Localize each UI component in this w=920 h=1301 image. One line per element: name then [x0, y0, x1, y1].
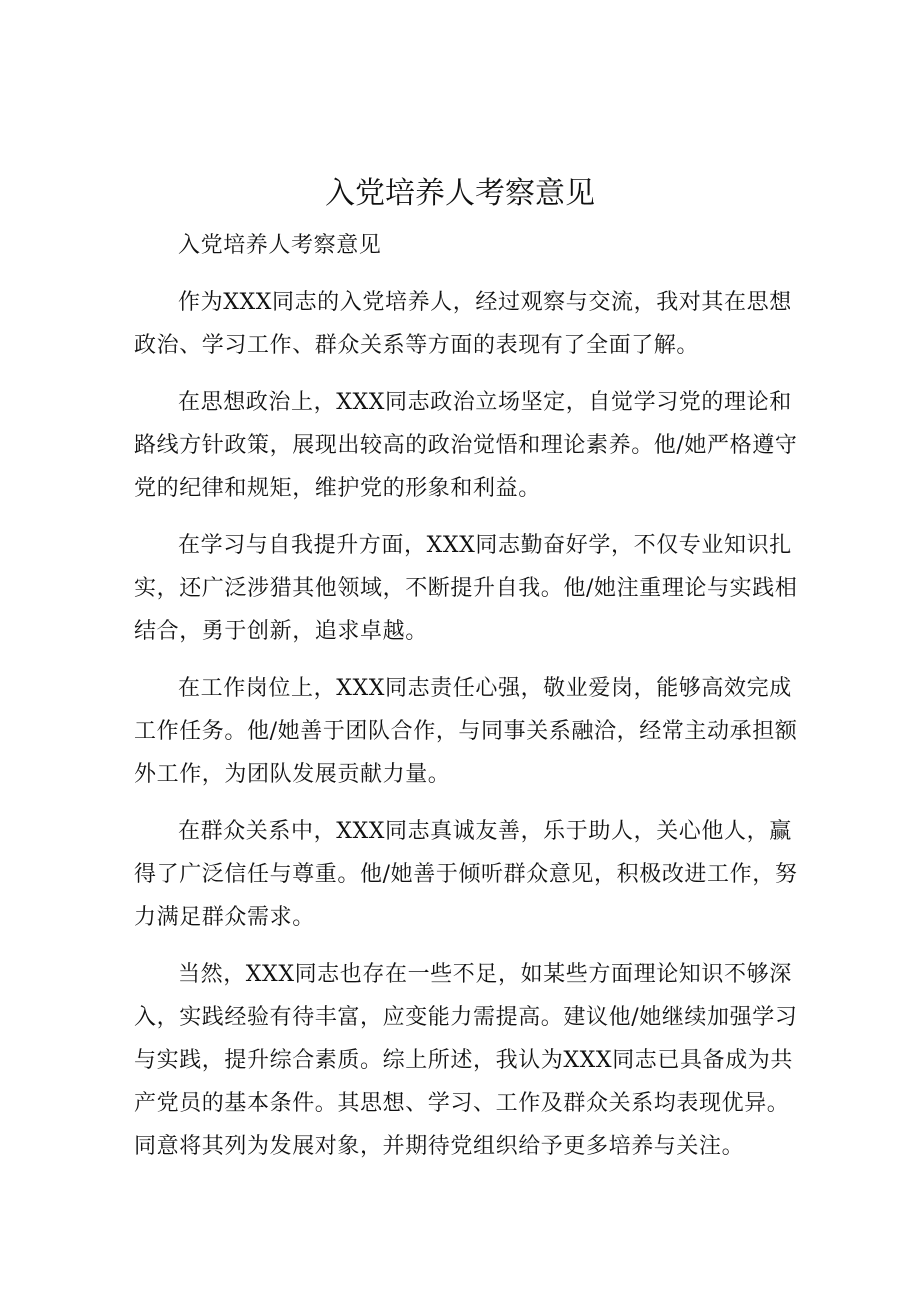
paragraph-intro: 作为XXX同志的入党培养人，经过观察与交流，我对其在思想政治、学习工作、群众关系等方面的表现有了全面了解。	[134, 290, 792, 358]
paragraph-work: 在工作岗位上，XXX同志责任心强，敬业爱岗，能够高效完成工作任务。他/她善于团队合作，与同事关系融洽，经常主动承担额外工作，为团队发展贡献力量。	[134, 676, 798, 787]
document-body	[134, 224, 798, 1182]
paragraph-political: 在思想政治上，XXX同志政治立场坚定，自觉学习党的理论和路线方针政策，展现出较高的政治觉悟和理论素养。他/她严格遵守党的纪律和规矩，维护党的形象和利益。	[134, 390, 798, 501]
paragraph-masses: 在群众关系中，XXX同志真诚友善，乐于助人，关心他人，赢得了广泛信任与尊重。他/她善于倾听群众意见，积极改进工作，努力满足群众需求。	[134, 819, 798, 930]
document-title: 入党培养人考察意见	[325, 176, 595, 211]
paragraph-heading: 入党培养人考察意见	[178, 233, 382, 258]
paragraph-conclusion: 当然，XXX同志也存在一些不足，如某些方面理论知识不够深入，实践经验有待丰富，应变能力需提高。建议他/她继续加强学习与实践，提升综合素质。综上所述，我认为XXX同志已具备成为共产党员的基本条件。其思想、学习、工作及群众关系均表现优异。同意将其列为发展对象，并期待党组织给予更多培养与关注。	[134, 962, 798, 1159]
paragraph-study: 在学习与自我提升方面，XXX同志勤奋好学，不仅专业知识扎实，还广泛涉猎其他领域，不断提升自我。他/她注重理论与实践相结合，勇于创新，追求卓越。	[134, 533, 798, 644]
